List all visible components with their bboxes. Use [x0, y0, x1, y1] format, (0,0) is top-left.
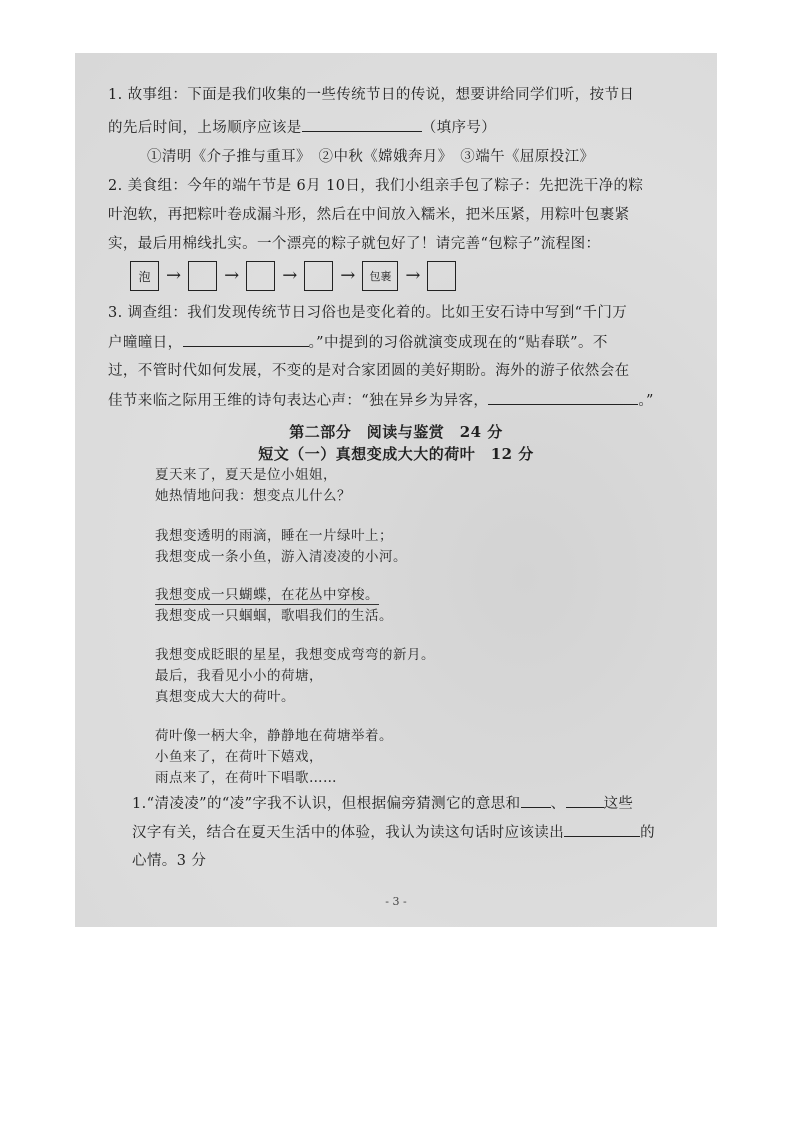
- reading-q1-blank-2[interactable]: [566, 793, 604, 808]
- q3-poem-blank-2[interactable]: [488, 390, 638, 405]
- poem-line: 我想变成一条小鱼，游入清凌凌的小河。: [155, 549, 407, 565]
- poem-line: 我想变成眨眼的星星，我想变成弯弯的新月。: [155, 647, 435, 663]
- q2-line3: 实，最后用棉线扎实。一个漂亮的粽子就包好了！请完善“包粽子”流程图：: [108, 236, 601, 252]
- q1-line2: [108, 117, 496, 138]
- poem-line-underlined: [155, 586, 379, 604]
- poem-line: 荷叶像一柄大伞，静静地在荷塘举着。: [155, 728, 393, 744]
- q1-line2-hint: （填序号）: [421, 120, 497, 136]
- q1-answer-blank[interactable]: [302, 117, 422, 132]
- q3-poem-blank-1[interactable]: [183, 332, 309, 347]
- poem-line: 真想变成大大的荷叶。: [155, 689, 295, 705]
- poem-line: 我想变透明的雨滴，睡在一片绿叶上；: [155, 528, 393, 544]
- q3-line4-end: 。”: [638, 393, 654, 409]
- reading-q1-text-2: 汉字有关，结合在夏天生活中的体验，我认为读这句话时应该读出: [132, 825, 565, 841]
- q1-line1: 1. 故事组：下面是我们收集的一些传统节日的传说，想要讲给同学们听，按节日: [108, 87, 635, 103]
- reading-q1-line3: 心情。3 分: [132, 853, 207, 869]
- exam-page: [75, 53, 717, 927]
- section-heading: 第二部分 阅读与鉴赏 24 分: [289, 423, 503, 441]
- flow-box-soak: 泡: [130, 261, 159, 291]
- flow-box-blank-3[interactable]: [246, 261, 275, 291]
- flow-box-wrap: 包裹: [362, 261, 398, 291]
- poem-line: 最后，我看见小小的荷塘，: [155, 668, 323, 684]
- reading-q1-sep: 、: [550, 796, 566, 812]
- q2-line2: 叶泡软，再把粽叶卷成漏斗形，然后在中间放入糯米，把米压紧，用粽叶包裹紧: [108, 207, 630, 223]
- reading-q1-text: 1.“清凌凌”的“凌”字我不认识，但根据偏旁猜测它的意思和: [132, 796, 521, 812]
- reading-q1-text-3: 的: [640, 825, 656, 841]
- q3-line2-text: 户曈曈日，: [108, 335, 183, 351]
- reading-q1-text-end: 这些: [603, 796, 634, 812]
- q3-line3: 过，不管时代如何发展，不变的是对合家团圆的美好期盼。海外的游子依然会在: [108, 363, 630, 379]
- flow-box-blank-4[interactable]: [304, 261, 333, 291]
- flow-arrow: →: [405, 265, 421, 286]
- q1-line2-text: 的先后时间，上场顺序应该是: [108, 120, 302, 136]
- reading-q1-blank-3[interactable]: [564, 822, 640, 837]
- flow-box-blank-2[interactable]: [188, 261, 217, 291]
- flow-arrow: →: [166, 265, 182, 286]
- flow-arrow: →: [340, 265, 356, 286]
- q2-line1: 2. 美食组：今年的端午节是 6月 10日，我们小组亲手包了粽子：先把洗干净的粽: [108, 178, 644, 194]
- poem-line: 雨点来了，在荷叶下唱歌……: [155, 770, 337, 786]
- q3-line2: [108, 332, 608, 353]
- poem-line: 小鱼来了，在荷叶下嬉戏，: [155, 749, 323, 765]
- reading-q1-line2: [132, 822, 655, 843]
- zongzi-flowchart: [130, 258, 456, 294]
- q3-line4: [108, 390, 654, 411]
- poem-line: 她热情地问我：想变点儿什么？: [155, 488, 351, 504]
- q3-line1: 3. 调查组：我们发现传统节日习俗也是变化着的。比如王安石诗中写到“千门万: [108, 305, 628, 321]
- flow-arrow: →: [224, 265, 240, 286]
- reading-q1-blank-1[interactable]: [521, 793, 551, 808]
- flow-box-blank-6[interactable]: [427, 261, 456, 291]
- q3-line2-rest: 。”中提到的习俗就演变成现在的“贴春联”。不: [308, 335, 608, 351]
- page-number: - 3 -: [385, 895, 407, 908]
- passage-title: 短文（一）真想变成大大的荷叶 12 分: [258, 445, 534, 463]
- q1-options: ①清明《介子推与重耳》 ②中秋《嫦娥奔月》 ③端午《屈原投江》: [147, 149, 595, 165]
- poem-line: 夏天来了，夏天是位小姐姐，: [155, 467, 337, 483]
- poem-line: 我想变成一只蝈蝈，歌唱我们的生活。: [155, 608, 393, 624]
- reading-q1-line1: [132, 793, 633, 814]
- q3-line4-text: 佳节来临之际用王维的诗句表达心声：“独在异乡为异客，: [108, 393, 489, 409]
- poem-line: 我想变成一只蝴蝶，在花丛中穿梭。: [155, 587, 379, 603]
- flow-arrow: →: [282, 265, 298, 286]
